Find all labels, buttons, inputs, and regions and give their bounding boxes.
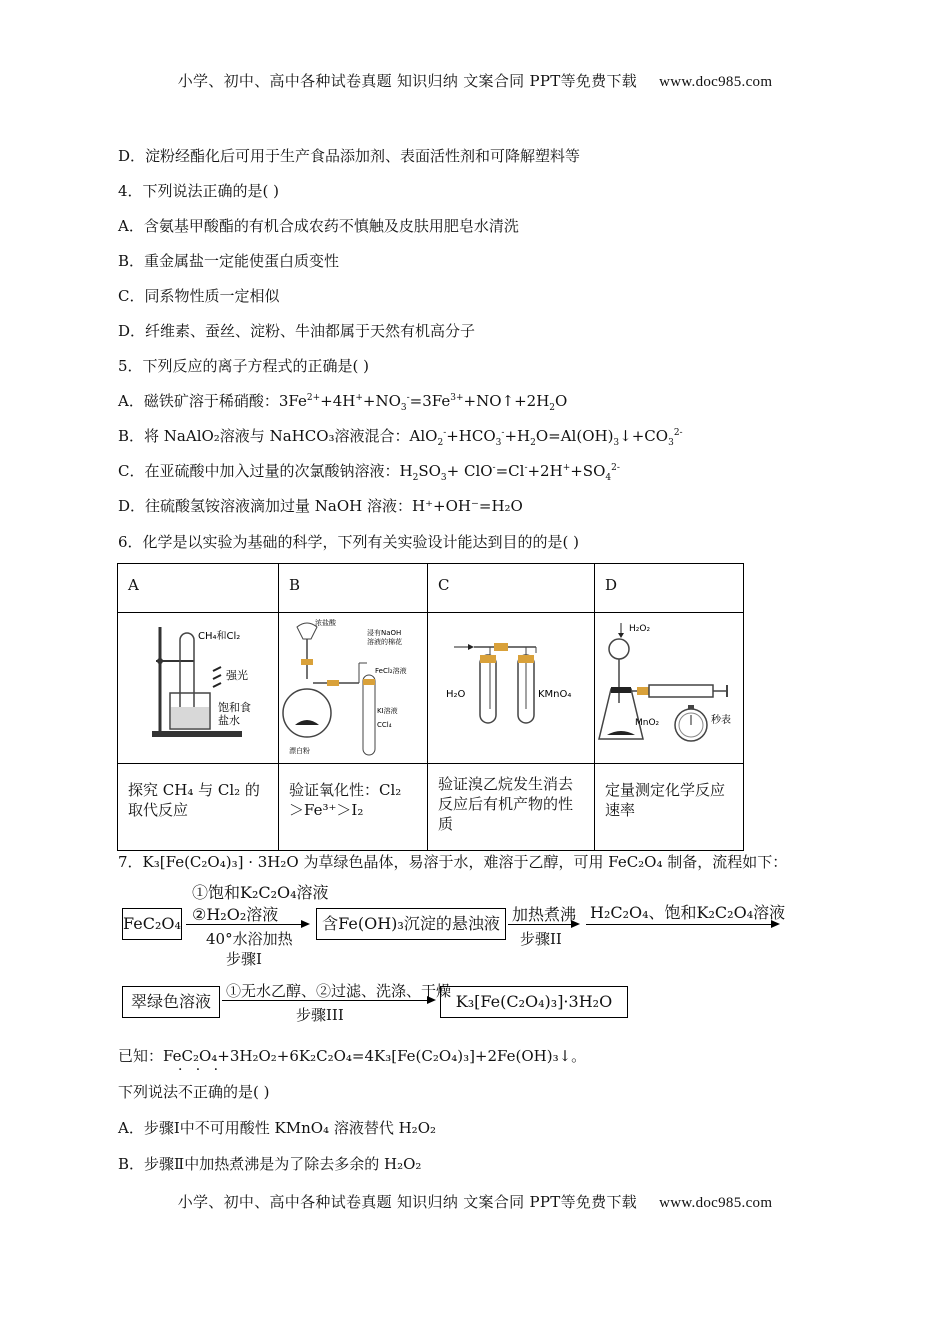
- q5-a-label: A．磁铁矿溶于稀硝酸：: [118, 392, 279, 410]
- label-naoh-2: 溶液的棉花: [367, 638, 402, 646]
- label-water: H₂O: [446, 689, 466, 700]
- q5-option-b: [118, 426, 683, 446]
- q4-option-b: B．重金属盐一定能使蛋白质变性: [118, 252, 340, 270]
- q6-col-c: C: [428, 564, 595, 613]
- flow-arrow-1: [186, 924, 308, 925]
- label-ki: KI溶液: [377, 707, 398, 715]
- header-site: www.doc985.com: [659, 74, 773, 90]
- label-conc-hcl: 浓盐酸: [315, 619, 336, 627]
- q6-figure-a: [118, 613, 279, 764]
- flow-cond1c: 40°水浴加热: [206, 930, 293, 948]
- q5-option-d: [118, 496, 523, 516]
- flow-step3: 步骤III: [296, 1006, 344, 1024]
- label-mno2: MnO₂: [635, 718, 660, 728]
- q7-stem: 7．K₃[Fe(C₂O₄)₃] · 3H₂O 为草绿色晶体，易溶于水，难溶于乙醇，可用 FeC₂O₄ 制备，流程如下：: [118, 853, 788, 871]
- q6-figure-c: [428, 613, 595, 764]
- q7-known: 已知：FeC₂O₄+3H₂O₂+6K₂C₂O₄=4K₃[Fe(C₂O₄)₃]+2Fe(OH)₃↓。: [118, 1047, 587, 1065]
- flow-step1: 步骤I: [226, 950, 262, 968]
- q4-stem: 4．下列说法正确的是( ): [118, 182, 280, 200]
- q7-stem2: 下列说法不正确的是( ): [118, 1083, 270, 1101]
- apparatus-b-diagram: [279, 613, 427, 759]
- q5-stem: 5．下列反应的离子方程式的正确是( ): [118, 357, 370, 375]
- q6-col-b: B: [279, 564, 428, 613]
- q4-option-d: D．纤维素、蚕丝、淀粉、牛油都属于天然有机高分子: [118, 322, 476, 340]
- q6-table: [117, 563, 744, 851]
- flow-box-green-solution: 翠绿色溶液: [122, 986, 220, 1018]
- page-footer: [0, 1191, 950, 1212]
- flow-step2: 步骤II: [520, 930, 562, 948]
- q6-caption-d: 定量测定化学反应速率: [595, 764, 744, 851]
- page-header: [0, 70, 950, 91]
- apparatus-d-diagram: [595, 613, 743, 759]
- q6-caption-a: 探究 CH₄ 与 Cl₂ 的取代反应: [118, 764, 279, 851]
- footer-text: 小学、初中、高中各种试卷真题 知识归纳 文案合同 PPT等免费下载: [177, 1193, 638, 1211]
- q6-caption-c: 验证溴乙烷发生消去反应后有机产物的性质: [428, 764, 595, 851]
- apparatus-c-diagram: [428, 613, 594, 759]
- label-h2o2: H₂O₂: [629, 624, 651, 634]
- label-bleach: 漂白粉: [289, 747, 310, 755]
- q6-col-a: A: [118, 564, 279, 613]
- q5-b-equation: $AlO_2^-+HCO_3^-+H_2O=Al(OH)_3↓+CO_3^{2-}$: [409, 427, 683, 448]
- flow-box-suspension: 含Fe(OH)₃沉淀的悬浊液: [316, 908, 506, 940]
- flow-box-fec2o4: FeC₂O₄: [122, 908, 182, 940]
- q5-c-label: C．在亚硫酸中加入过量的次氯酸钠溶液：: [118, 462, 400, 480]
- flow-cond3: H₂C₂O₄、饱和K₂C₂O₄溶液: [590, 903, 786, 922]
- q7-option-a: A．步骤Ⅰ中不可用酸性 KMnO₄ 溶液替代 H₂O₂: [118, 1119, 437, 1137]
- label-stopwatch: 秒表: [711, 715, 731, 726]
- q5-a-equation: $3Fe^{2+}+4H^++NO_3^-=3Fe^{3+}+NO↑+2H_2O$: [278, 392, 568, 413]
- q5-option-a: [118, 391, 567, 411]
- label-ch4-cl2: CH₄和Cl₂: [198, 631, 241, 642]
- label-ccl4: CCl₄: [377, 721, 392, 729]
- q6-figure-d: [595, 613, 744, 764]
- flow-cond4: ①无水乙醇、②过滤、洗涤、干燥: [226, 982, 452, 1000]
- label-strong-light: 强光: [226, 669, 248, 682]
- q5-b-label: B．将 NaAlO₂溶液与 NaHCO₃溶液混合：: [118, 427, 410, 445]
- q7-option-b: B．步骤Ⅱ中加热煮沸是为了除去多余的 H₂O₂: [118, 1155, 422, 1173]
- flow-arrow-3: [586, 924, 778, 925]
- label-fecl2: FeCl₂溶液: [375, 667, 407, 675]
- emphasis-dots: · · ·: [178, 1062, 219, 1078]
- q4-option-c: C．同系物性质一定相似: [118, 287, 280, 305]
- q3-option-d: D．淀粉经酯化后可用于生产食品添加剂、表面活性剂和可降解塑料等: [118, 147, 581, 165]
- footer-site: www.doc985.com: [659, 1195, 773, 1211]
- apparatus-a-diagram: [118, 613, 278, 759]
- q6-stem: 6．化学是以实验为基础的科学，下列有关实验设计能达到目的的是( ): [118, 533, 580, 551]
- q5-d-equation: H⁺+OH⁻=H₂O: [412, 497, 523, 515]
- label-brine-2: 盐水: [218, 714, 240, 727]
- flow-arrow-4: [222, 1000, 434, 1001]
- q5-option-c: [118, 461, 620, 481]
- q6-figure-b: [279, 613, 428, 764]
- label-brine-1: 饱和食: [218, 701, 251, 714]
- flow-cond2: 加热煮沸: [512, 905, 577, 924]
- q6-col-d: D: [595, 564, 744, 613]
- label-naoh-1: 浸有NaOH: [367, 629, 402, 637]
- flow-cond1a: ①饱和K₂C₂O₄溶液: [192, 883, 329, 902]
- flow-cond1b: ②H₂O₂溶液: [192, 905, 279, 924]
- label-kmno4: KMnO₄: [538, 689, 572, 700]
- header-text: 小学、初中、高中各种试卷真题 知识归纳 文案合同 PPT等免费下载: [177, 72, 638, 90]
- q5-d-label: D．往硫酸氢铵溶液滴加过量 NaOH 溶液：: [118, 497, 413, 515]
- q6-caption-b: 验证氧化性：Cl₂ ＞Fe³⁺＞I₂: [279, 764, 428, 851]
- q4-option-a: A．含氨基甲酸酯的有机合成农药不慎触及皮肤用肥皂水清洗: [118, 217, 519, 235]
- flow-box-product: K₃[Fe(C₂O₄)₃]·3H₂O: [440, 986, 628, 1018]
- q5-c-equation: $H_2SO_3+ ClO^-=Cl^-+2H^++SO_4^{2-}$: [399, 462, 620, 483]
- flow-arrow-2: [508, 924, 578, 925]
